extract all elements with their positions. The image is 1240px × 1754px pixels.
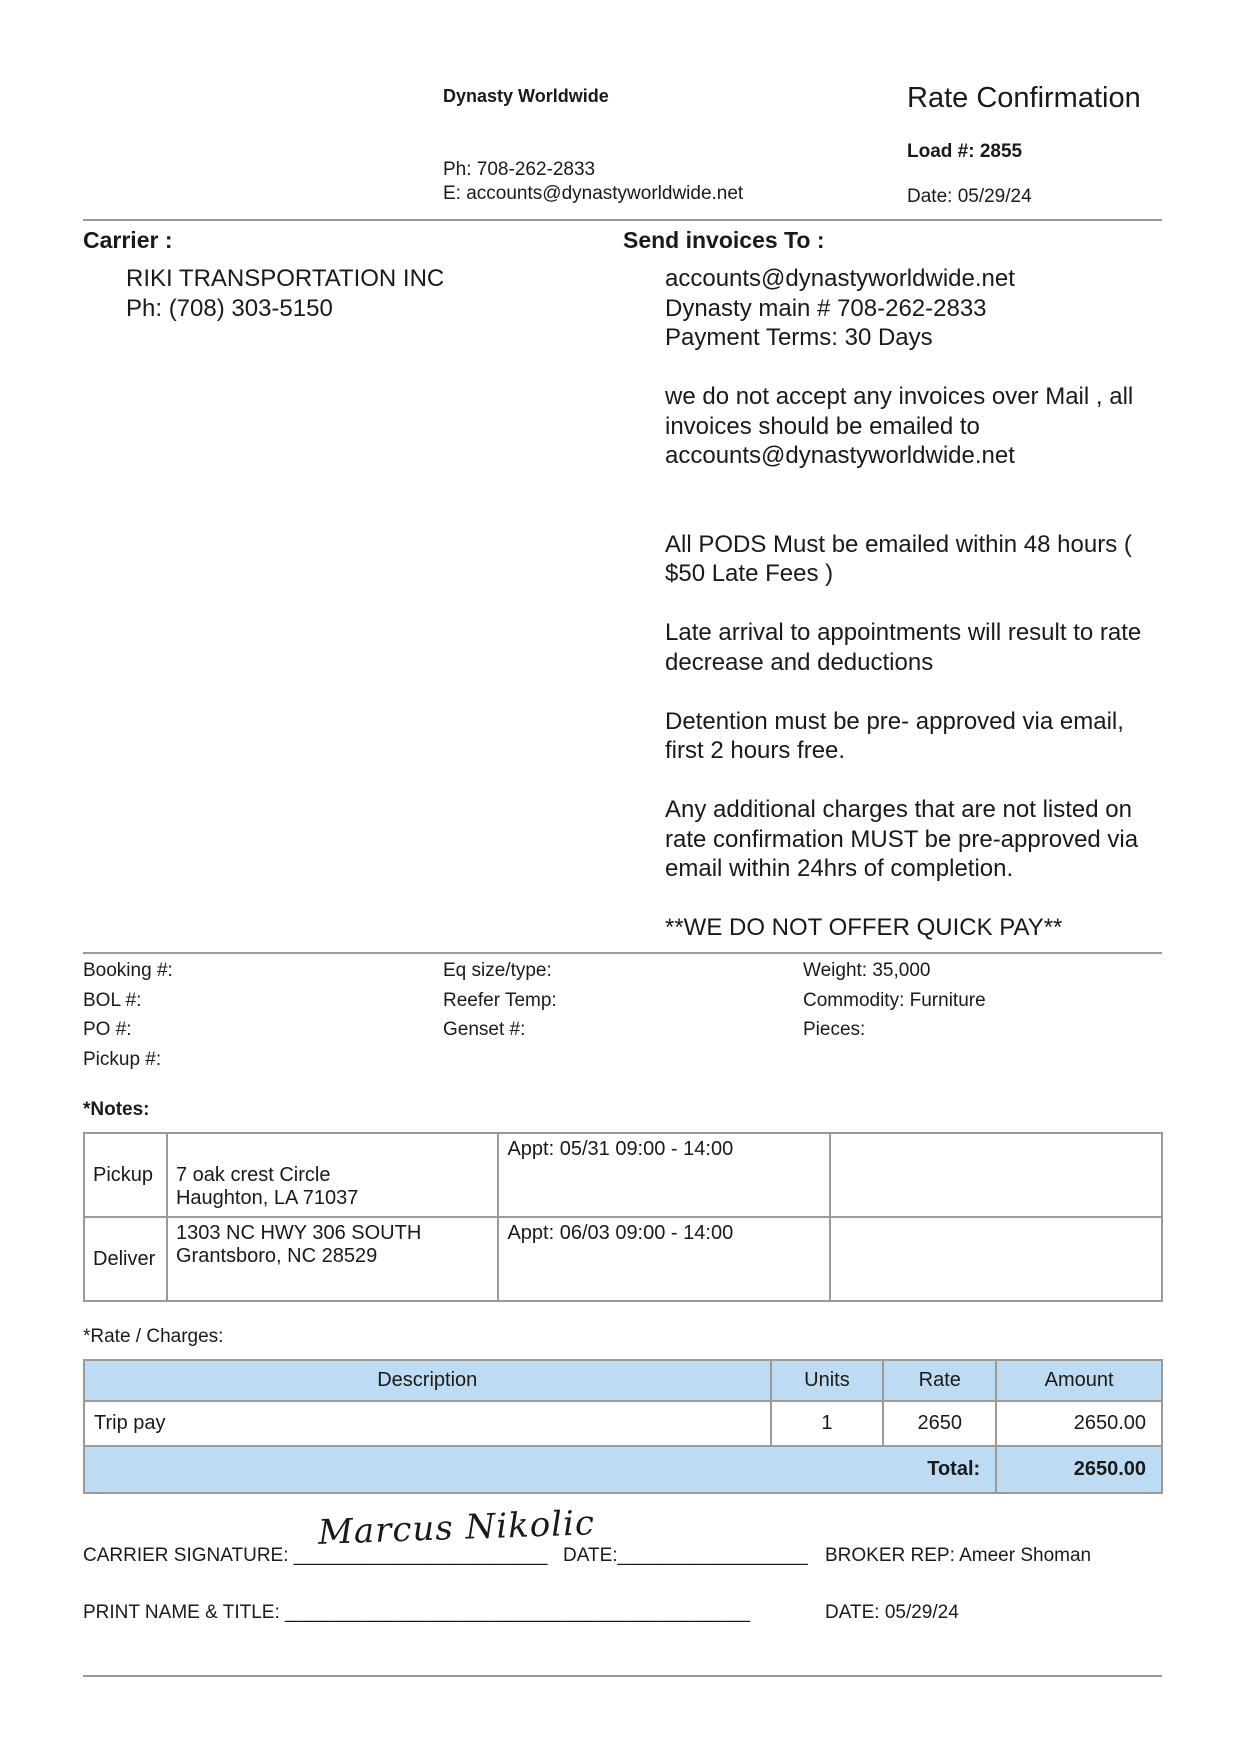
print-name-line[interactable]: PRINT NAME & TITLE: ____________________________________________ — [83, 1602, 750, 1623]
signature-date-line[interactable]: DATE:__________________ — [563, 1545, 808, 1566]
stop-row-deliver — [84, 1217, 1162, 1301]
charge-amount: 2650.00 — [996, 1401, 1162, 1446]
carrier-block — [126, 264, 444, 323]
carrier-signature: Marcus Nikolic — [317, 1503, 596, 1553]
pieces: Pieces: — [803, 1019, 866, 1040]
col-header-amount: Amount — [996, 1360, 1162, 1401]
stop-extra — [830, 1217, 1162, 1301]
payment-terms: Payment Terms: 30 Days — [665, 324, 933, 351]
stop-type: Pickup — [84, 1133, 167, 1217]
pods-policy: All PODS Must be emailed within 48 hours ( $50 Late Fees ) — [665, 530, 1132, 587]
col-header-units: Units — [771, 1360, 884, 1401]
carrier-name: RIKI TRANSPORTATION INC — [126, 265, 445, 292]
company-name: Dynasty Worldwide — [443, 86, 609, 106]
load-info-col3 — [803, 956, 986, 1045]
document-date: Date: 05/29/24 — [907, 186, 1032, 207]
pickup-number: Pickup #: — [83, 1048, 162, 1070]
load-info-col2 — [443, 956, 557, 1045]
mail-policy: we do not accept any invoices over Mail , all invoices should be emailed to accounts@dynastyworldwide.net — [665, 383, 1134, 469]
broker-rep: BROKER REP: Ameer Shoman — [825, 1545, 1092, 1566]
stop-address — [167, 1133, 498, 1217]
company-email: E: accounts@dynastyworldwide.net — [443, 183, 744, 204]
total-label: Total: — [84, 1446, 996, 1493]
stop-extra — [830, 1133, 1162, 1217]
charge-rate: 2650 — [883, 1401, 996, 1446]
notes-label: *Notes: — [83, 1099, 150, 1120]
stop-appointment: Appt: 05/31 09:00 - 14:00 — [498, 1133, 829, 1217]
stop-address-line2: Haughton, LA 71037 — [175, 1187, 359, 1209]
stop-address-line2: Grantsboro, NC 28529 — [175, 1245, 378, 1267]
stop-address-line1: 1303 NC HWY 306 SOUTH — [175, 1222, 422, 1244]
load-info-col1 — [83, 956, 173, 1074]
invoices-block — [665, 264, 1165, 943]
col-header-description: Description — [84, 1360, 771, 1401]
carrier-phone: Ph: (708) 303-5150 — [126, 294, 333, 322]
quick-pay-notice: **WE DO NOT OFFER QUICK PAY** — [665, 914, 1063, 941]
commodity: Commodity: Furniture — [803, 989, 986, 1011]
rates-table — [83, 1359, 1163, 1494]
invoices-email: accounts@dynastyworldwide.net — [665, 265, 1015, 292]
late-arrival-policy: Late arrival to appointments will result to rate decrease and deductions — [665, 619, 1142, 676]
carrier-heading: Carrier : — [83, 227, 173, 253]
stop-type: Deliver — [84, 1217, 167, 1301]
po-number: PO #: — [83, 1019, 132, 1040]
reefer-temp: Reefer Temp: — [443, 989, 557, 1011]
table-row — [84, 1401, 1162, 1446]
stop-address — [167, 1217, 498, 1301]
stop-appointment: Appt: 06/03 09:00 - 14:00 — [498, 1217, 829, 1301]
stops-table — [83, 1132, 1163, 1302]
header-divider — [83, 219, 1162, 221]
invoices-main-phone: Dynasty main # 708-262-2833 — [665, 294, 987, 322]
invoices-heading: Send invoices To : — [623, 227, 825, 253]
col-header-rate: Rate — [883, 1360, 996, 1401]
footer-divider — [83, 1675, 1162, 1677]
stop-address-line1: 7 oak crest Circle — [175, 1164, 331, 1186]
page-title: Rate Confirmation — [907, 82, 1141, 114]
stop-row-pickup — [84, 1133, 1162, 1217]
broker-date: DATE: 05/29/24 — [825, 1602, 959, 1623]
company-phone: Ph: 708-262-2833 — [443, 159, 596, 180]
weight: Weight: 35,000 — [803, 960, 931, 981]
load-number: Load #: 2855 — [907, 141, 1023, 162]
total-row — [84, 1446, 1162, 1493]
charge-units: 1 — [771, 1401, 884, 1446]
info-divider — [83, 952, 1162, 954]
genset-number: Genset #: — [443, 1019, 526, 1040]
bol-number: BOL #: — [83, 989, 142, 1011]
rates-label: *Rate / Charges: — [83, 1326, 224, 1347]
charge-description: Trip pay — [84, 1401, 771, 1446]
total-value: 2650.00 — [996, 1446, 1162, 1493]
booking-number: Booking #: — [83, 960, 173, 981]
rates-header-row — [84, 1360, 1162, 1401]
detention-policy: Detention must be pre- approved via email, first 2 hours free. — [665, 707, 1124, 764]
carrier-signature-line[interactable]: CARRIER SIGNATURE: ________________________ — [83, 1545, 548, 1566]
equipment-type: Eq size/type: — [443, 960, 552, 981]
additional-charges-policy: Any additional charges that are not listed on rate confirmation MUST be pre-approved via email within 24hrs of completion. — [665, 796, 1139, 882]
